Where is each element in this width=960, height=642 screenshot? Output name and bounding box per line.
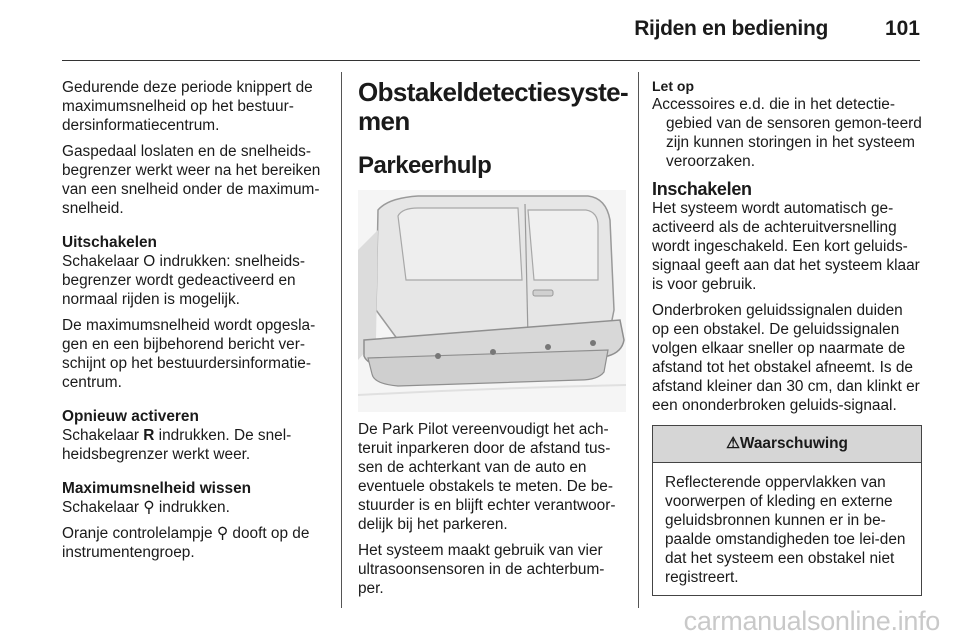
paragraph: Gedurende deze periode knippert de maximumsnelheid op het bestuur-dersinformatiecentrum.	[62, 79, 313, 134]
column-1	[62, 78, 330, 569]
van-rear-bumper-illustration	[358, 190, 626, 412]
paragraph: De maximumsnelheid wordt opgesla-gen en een bijbehorend bericht ver-schijnt op het bestuurdersinformatie-centrum.	[62, 317, 316, 391]
paragraph: Gaspedaal loslaten en de snelheids-begrenzer werkt weer na het bereiken van een snelheid onder de maximum-snelheid.	[62, 143, 321, 217]
column-3	[652, 78, 922, 596]
subheading-uitschakelen: Uitschakelen	[62, 234, 157, 251]
warning-text: Reflecterende oppervlakken van voorwerpen of kleding en externe geluidsbronnen kunnen er in be-paalde omstandigheden toe lei-den dat het systeem een obstakel niet registreert.	[665, 474, 906, 586]
switch-r-icon: R	[143, 427, 155, 444]
paragraph: De Park Pilot vereenvoudigt het ach-teruit inparkeren door de afstand tus-sen de achterkant van de auto en eventuele obstakels te meten. De be-stuurder is en blijft echter verantwoor-delijk bij het parkeren.	[358, 421, 616, 533]
page-number: 101	[884, 17, 920, 40]
subheading-opnieuw-activeren: Opnieuw activeren	[62, 408, 199, 425]
note-label: Let op	[652, 78, 694, 94]
watermark: carmanualsonline.info	[683, 606, 940, 636]
paragraph: Schakelaar R indrukken. De snel-heidsbegrenzer werkt weer.	[62, 427, 292, 463]
column-divider	[638, 72, 639, 608]
column-2	[358, 77, 629, 605]
speed-limiter-icon: ⚲	[216, 525, 229, 542]
page-header	[62, 0, 920, 61]
paragraph: Schakelaar O indrukken: snelheids-begrenzer wordt gedeactiveerd en normaal rijden is mogelijk.	[62, 253, 305, 308]
warning-box	[652, 425, 922, 596]
column-divider	[341, 72, 342, 608]
paragraph: Oranje controlelampje ⚲ dooft op de instrumentengroep.	[62, 525, 310, 561]
warning-title: Waarschuwing	[739, 435, 848, 452]
subheading-inschakelen: Inschakelen	[652, 179, 752, 199]
paragraph: Schakelaar ⚲ indrukken.	[62, 499, 230, 516]
subsection-title: Parkeerhulp	[358, 152, 492, 179]
header-title: Rijden en bediening	[634, 17, 828, 40]
paragraph: Onderbroken geluidssignalen duiden op een obstakel. De geluidssignalen volgen elkaar sneller op naarmate de afstand tot het obstakel afneemt. Is de afstand kleiner dan 30 cm, dan klinkt er een ononderbroken geluids-signaal.	[652, 302, 920, 414]
switch-o-icon: O	[143, 253, 156, 270]
warning-header	[653, 426, 921, 463]
paragraph: Het systeem maakt gebruik van vier ultrasoonsensoren in de achterbum-per.	[358, 542, 605, 597]
paragraph: Het systeem wordt automatisch ge-activeerd als de achteruitversnelling wordt ingeschakeld. Een kort geluids-signaal geeft aan dat het systeem klaar is voor gebruik.	[652, 200, 920, 293]
warning-triangle-icon: ⚠	[726, 435, 740, 452]
note-text: Accessoires e.d. die in het detectie-gebied van de sensoren gemon-teerd zijn kunnen storingen in het systeem veroorzaken.	[652, 96, 922, 170]
speed-limiter-icon: ⚲	[143, 499, 155, 516]
subheading-maximumsnelheid-wissen: Maximumsnelheid wissen	[62, 480, 252, 497]
section-title: Obstakeldetectiesyste-men	[358, 77, 629, 136]
